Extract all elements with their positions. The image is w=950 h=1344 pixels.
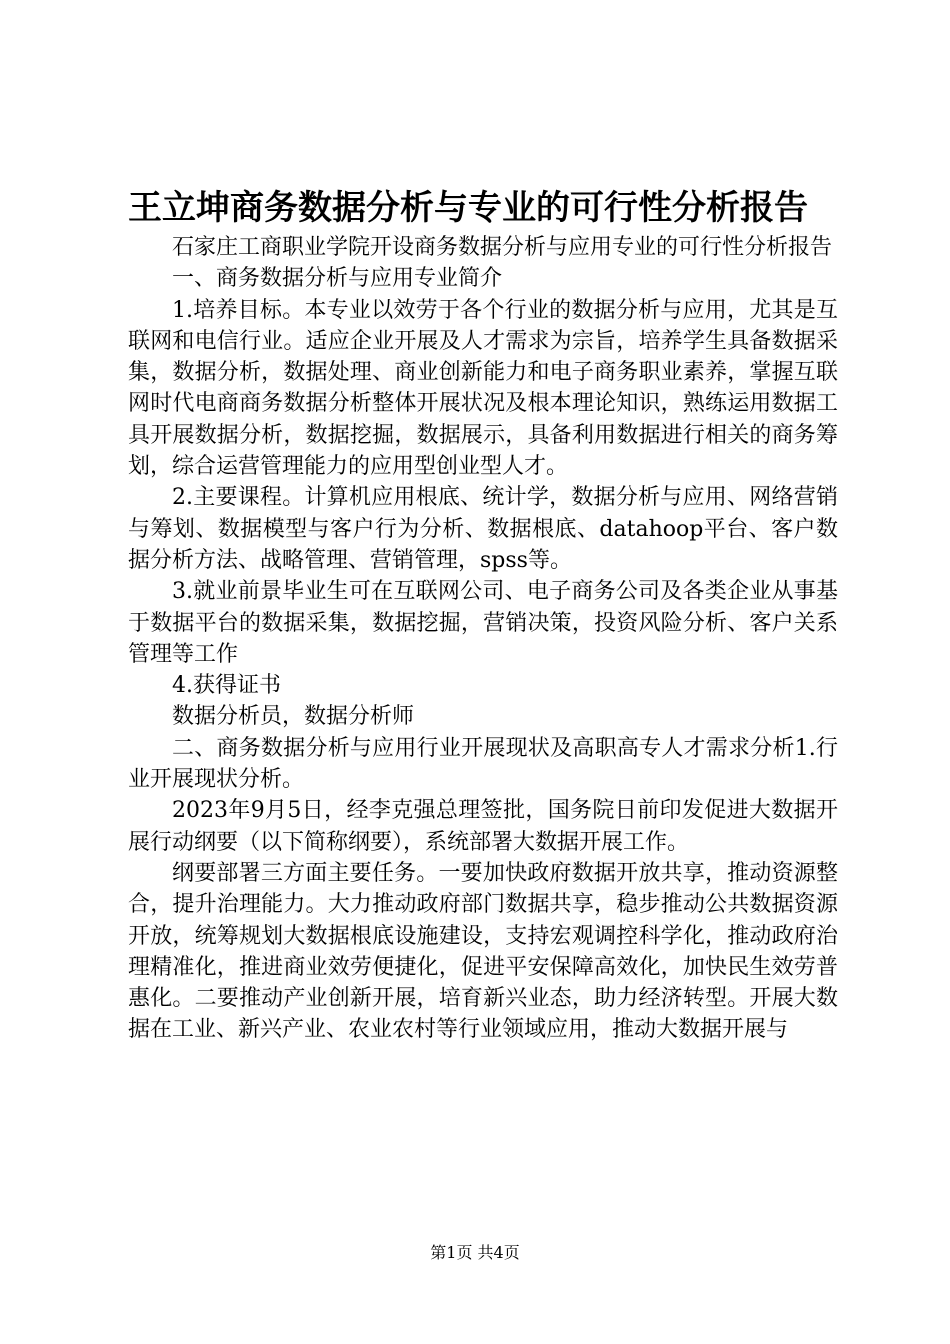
paragraph-employment: 3.就业前景毕业生可在互联网公司、电子商务公司及各类企业从事基于数据平台的数据采集，数据挖掘，营销决策，投资风险分析、客户关系管理等工作	[128, 579, 838, 667]
paragraph-main-courses: 2.主要课程。计算机应用根底、统计学，数据分析与应用、网络营销与筹划、数据模型与客户行为分析、数据根底、datahoop平台、客户数据分析方法、战略管理、营销管理，spss等。	[128, 485, 838, 573]
paragraph-training-goal: 1.培养目标。本专业以效劳于各个行业的数据分析与应用，尤其是互联网和电信行业。适应企业开展及人才需求为宗旨，培养学生具备数据采集，数据分析，数据处理、商业创新能力和电子商务职业素养，掌握互联网时代电商商务数据分析整体开展状况及根本理论知识，熟练运用数据工具开展数据分析，数据挖掘，数据展示，具备利用数据进行相关的商务筹划，综合运营管理能力的应用型创业型人才。	[128, 297, 838, 480]
paragraph-tasks: 纲要部署三方面主要任务。一要加快政府数据开放共享，推动资源整合，提升治理能力。大力推动政府部门数据共享，稳步推动公共数据资源开放，统筹规划大数据根底设施建设，支持宏观调控科学化，推动政府治理精准化，推进商业效劳便捷化，促进平安保障高效化，加快民生效劳普惠化。二要推动产业创新开展，培育新兴业态，助力经济转型。开展大数据在工业、新兴产业、农业农村等行业领域应用，推动大数据开展与	[128, 860, 838, 1043]
page-footer: 第1页 共4页	[430, 1243, 520, 1262]
section-heading-2: 二、商务数据分析与应用行业开展现状及高职高专人才需求分析1.行业开展现状分析。	[128, 735, 838, 793]
paragraph-certificates-heading: 4.获得证书	[172, 673, 281, 699]
section-heading-1: 一、商务数据分析与应用专业简介	[172, 266, 503, 292]
document-body	[128, 232, 838, 1046]
paragraph-certificates: 数据分析员，数据分析师	[172, 704, 415, 730]
paragraph-subtitle: 石家庄工商职业学院开设商务数据分析与应用专业的可行性分析报告	[172, 235, 833, 260]
paragraph-policy: 2023年9月5日，经李克强总理签批，国务院日前印发促进大数据开展行动纲要（以下简称纲要），系统部署大数据开展工作。	[128, 798, 838, 855]
document-title: 王立坤商务数据分析与专业的可行性分析报告	[128, 188, 808, 228]
